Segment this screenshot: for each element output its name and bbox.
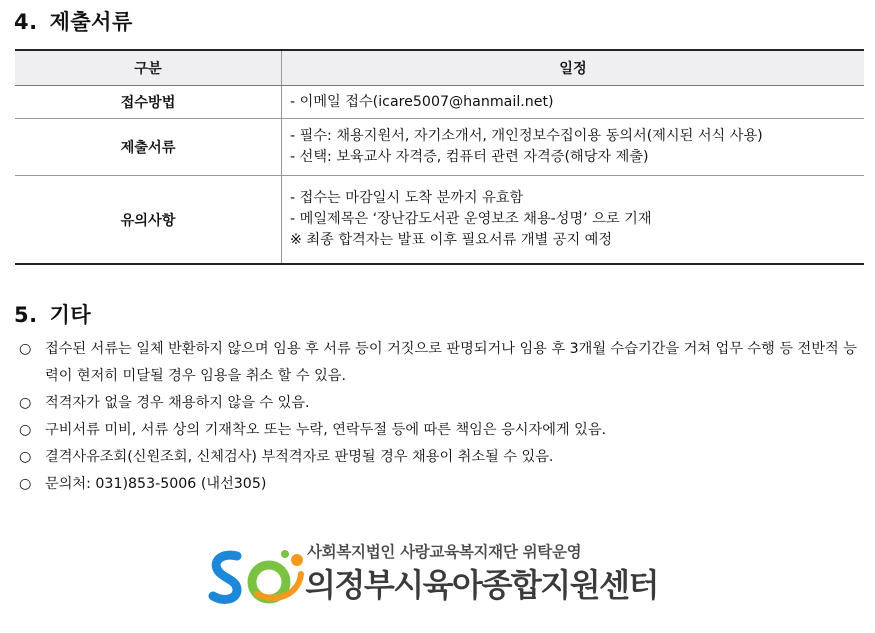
row-content [282, 86, 865, 119]
circle-bullet-icon: ○ [19, 422, 32, 438]
section-5-title: 기타 [49, 303, 92, 327]
section-5-number: 5. [14, 303, 38, 327]
row-label: 유의사항 [15, 176, 282, 265]
list-item [18, 471, 868, 498]
row-label: 접수방법 [15, 86, 282, 119]
row-content [282, 176, 865, 265]
submission-documents-table [15, 49, 864, 265]
section-4-heading [14, 6, 133, 36]
circle-bullet-icon: ○ [19, 395, 32, 411]
section-4-number: 4. [14, 10, 38, 34]
section-4-title: 제출서류 [49, 10, 133, 34]
center-logo [207, 540, 677, 610]
list-item [18, 336, 868, 390]
row-line: ※ 최종 합격자는 발표 이후 필요서류 개별 공지 예정 [290, 232, 613, 248]
list-item [18, 444, 868, 471]
logo-name: 의정부시육아종합지원센터 [305, 566, 658, 604]
note-text: 구비서류 미비, 서류 상의 기재착오 또는 누락, 연락두절 등에 따른 책임은 응시자에게 있음. [45, 422, 607, 438]
list-item [18, 417, 868, 444]
header-category: 구분 [15, 50, 282, 86]
table-row [15, 86, 864, 119]
notes-list [18, 336, 868, 498]
table-header-row [15, 50, 864, 86]
row-label: 제출서류 [15, 119, 282, 176]
section-5-heading [14, 299, 91, 329]
row-line: - 접수는 마감일시 도착 분까지 유효함 [290, 190, 524, 206]
circle-bullet-icon: ○ [19, 449, 32, 465]
logo-subtitle: 사회복지법인 사랑교육복지재단 위탁운영 [307, 543, 582, 561]
note-text: 적격자가 없을 경우 채용하지 않을 수 있음. [45, 395, 310, 411]
circle-bullet-icon: ○ [19, 476, 32, 492]
logo-mark-icon [207, 548, 307, 606]
row-line: - 선택: 보육교사 자격증, 컴퓨터 관련 자격증(해당자 제출) [290, 149, 649, 165]
table-row [15, 176, 864, 265]
note-text: 문의처: 031)853-5006 (내선305) [45, 476, 267, 492]
note-text: 결격사유조회(신원조회, 신체검사) 부적격자로 판명될 경우 채용이 취소될 수 있음. [45, 449, 554, 465]
header-schedule: 일정 [282, 50, 865, 86]
row-line: - 필수: 채용지원서, 자기소개서, 개인정보수집이용 동의서(제시된 서식 사용) [290, 128, 763, 144]
circle-bullet-icon: ○ [19, 341, 32, 357]
row-content [282, 119, 865, 176]
list-item [18, 390, 868, 417]
table-row [15, 119, 864, 176]
row-line: - 메일제목은 ‘장난감도서관 운영보조 채용-성명’ 으로 기재 [290, 211, 652, 227]
row-line: - 이메일 접수(icare5007@hanmail.net) [290, 93, 554, 110]
note-text: 접수된 서류는 일체 반환하지 않으며 임용 후 서류 등이 거짓으로 판명되거나 임용 후 3개월 수습기간을 거쳐 업무 수행 등 전반적 능력이 현저히 미달될 경우 임용을 취소 할 수 있음. [45, 341, 857, 384]
